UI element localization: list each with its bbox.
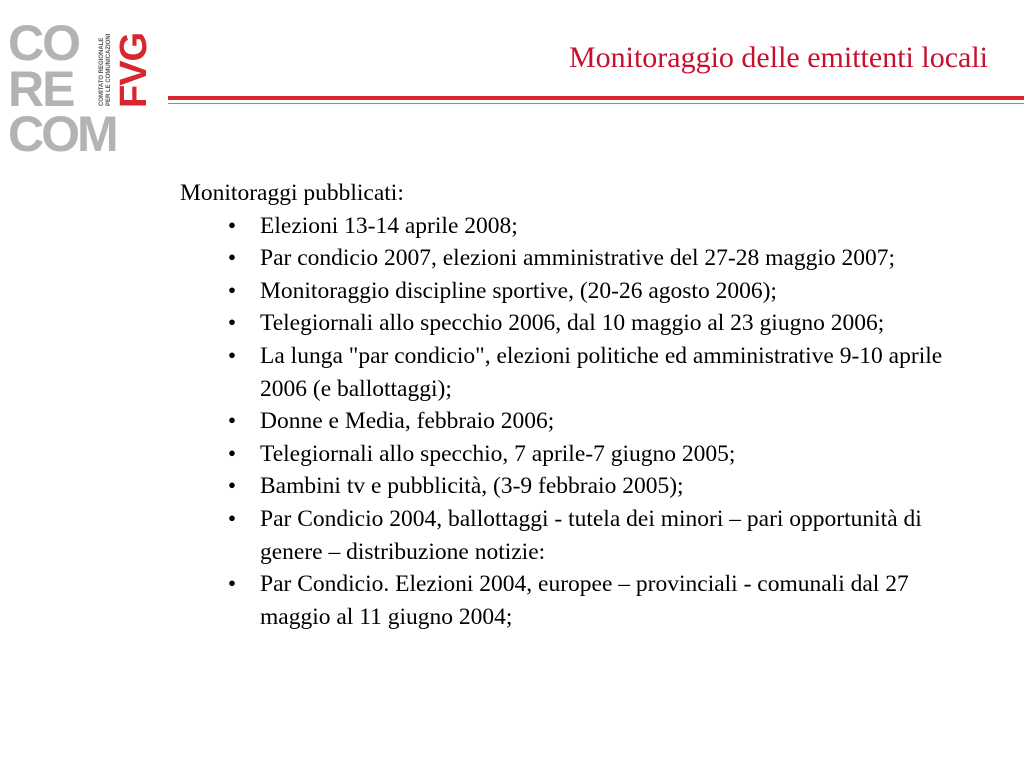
list-item — [180, 405, 972, 438]
list-item — [180, 242, 972, 275]
slide-title: Monitoraggio delle emittenti locali — [568, 41, 988, 74]
list-item — [180, 438, 972, 471]
bullet-icon: • — [227, 245, 237, 272]
list-item-text: La lunga "par condicio", elezioni politiche ed amministrative 9-10 aprile 2006 (e ballottaggi); — [260, 342, 943, 402]
corecom-fvg-logo — [8, 15, 155, 162]
bullet-icon: • — [227, 505, 237, 532]
bullet-icon: • — [227, 473, 237, 500]
list-item — [180, 210, 972, 243]
intro-text: Monitoraggi pubblicati: — [180, 180, 404, 206]
logo-vertical-text-1: COMITATO REGIONALE — [99, 37, 105, 106]
slide-content — [180, 177, 980, 633]
logo-fvg: FVG — [113, 32, 155, 108]
list-item — [180, 307, 972, 340]
bullet-icon: • — [227, 277, 237, 304]
monitoring-list — [180, 210, 980, 634]
logo-line-2: RE — [8, 61, 74, 117]
list-item — [180, 340, 972, 405]
list-item-text: Par Condicio. Elezioni 2004, europee – provinciali - comunali dal 27 maggio al 11 giugno 2004; — [260, 571, 909, 630]
bullet-icon: • — [227, 342, 237, 369]
list-item — [180, 503, 972, 568]
list-item-text: Telegiornali allo specchio, 7 aprile-7 giugno 2005; — [260, 440, 736, 467]
title-rule-thick — [168, 96, 1024, 100]
list-item — [180, 470, 972, 503]
logo-line-3: COM — [8, 106, 116, 162]
bullet-icon: • — [227, 408, 237, 435]
list-item-text: Par condicio 2007, elezioni amministrative del 27-28 maggio 2007; — [260, 245, 896, 272]
list-item-text: Telegiornali allo specchio 2006, dal 10 maggio al 23 giugno 2006; — [260, 310, 885, 337]
list-item-text: Elezioni 13-14 aprile 2008; — [260, 212, 518, 239]
bullet-icon: • — [227, 571, 237, 598]
list-item-text: Bambini tv e pubblicità, (3-9 febbraio 2005); — [260, 473, 684, 500]
bullet-icon: • — [227, 310, 237, 337]
list-item-text: Donne e Media, febbraio 2006; — [260, 408, 555, 435]
logo-line-1: CO — [8, 15, 79, 71]
list-item-text: Par Condicio 2004, ballottaggi - tutela dei minori – pari opportunità di genere – distribuzione notizie: — [260, 505, 922, 565]
title-rule-thin — [168, 103, 1024, 104]
bullet-icon: • — [227, 212, 237, 239]
corecom-fvg-logo-graphic — [8, 15, 155, 162]
bullet-icon: • — [227, 440, 237, 467]
list-item-text: Monitoraggio discipline sportive, (20-26 agosto 2006); — [260, 277, 777, 304]
logo-vertical-text-2: PER LE COMUNICAZIONI — [106, 33, 112, 106]
list-item — [180, 568, 972, 633]
list-item — [180, 275, 972, 308]
